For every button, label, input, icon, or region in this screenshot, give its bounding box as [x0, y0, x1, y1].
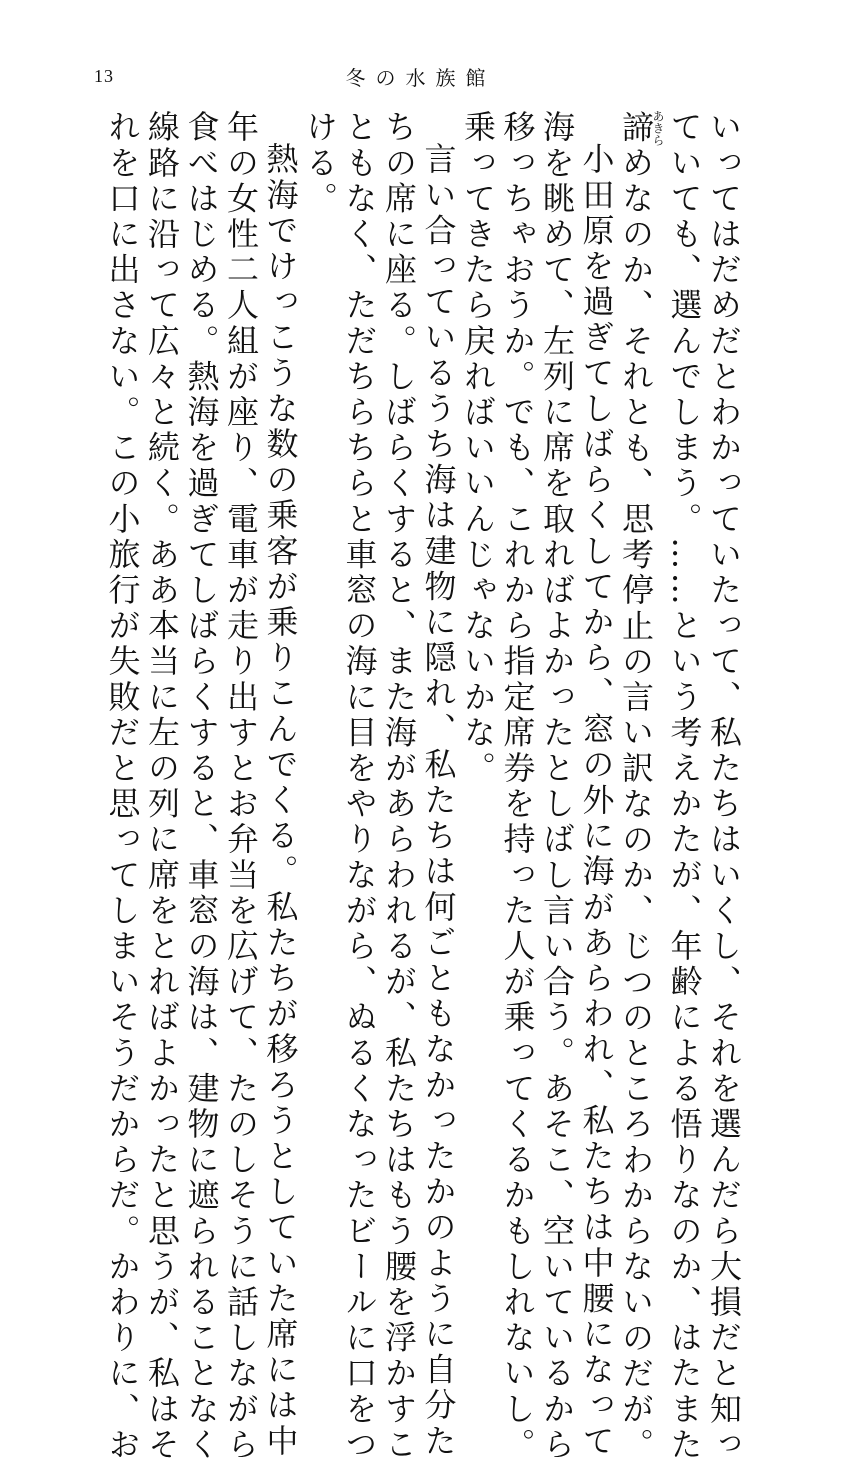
ruby-reading: あきら [651, 110, 665, 146]
text-line: れを口に出さない。この小旅行が失敗だと思ってしまいそうだからだ。かわりに、お [103, 110, 142, 1463]
text-line: 言い合っているうち海は建物に隠れ、私たちは何ごともなかったかのように自分た [419, 142, 458, 1460]
text-line: 乗ってきたら戻ればいいんじゃないかな。 [459, 110, 497, 787]
text-line: ける。 [301, 110, 339, 217]
text-line: ていても、選んでしまう。……という考えかたが、年齢による悟りなのか、はたまた [665, 110, 704, 1463]
text-line-rest: めなのか、それとも、思考停止の言い訳なのか、じつのところわからないのだが。 [617, 145, 655, 1463]
page-number: 13 [94, 66, 114, 86]
text-line: 移っちゃおうか。でも、これから指定席券を持った人が乗ってくるかもしれないし。 [498, 110, 537, 1463]
text-line: 海を眺めて、左列に席を取ればよかったとしばし言い合う。あそこ、空いているから [538, 110, 576, 1463]
text-line: 年の女性二人組が座り、電車が走り出すとお弁当を広げて、たのしそうに話しながら [222, 110, 260, 1463]
text-line [616, 110, 665, 1463]
text-line: 熱海でけっこうな数の乗客が乗りこんでくる。私たちが移ろうとしていた席には中 [261, 142, 300, 1460]
ruby-word [617, 110, 665, 146]
text-line: いってはだめだとわかっていたって、私たちはいくし、それを選んだら大損だと知っ [705, 110, 743, 1463]
body-text [102, 110, 743, 1463]
running-title: 冬の水族館 [345, 66, 496, 90]
text-line: ともなく、ただちらちらと車窓の海に目をやりながら、ぬるくなったビールに口をつ [340, 110, 379, 1463]
text-line: 小田原を過ぎてしばらくしてから、窓の外に海があらわれ、私たちは中腰になって [577, 142, 616, 1460]
text-line: ちの席に座る。しばらくすると、また海があらわれるが、私たちはもう腰を浮かすこ [380, 110, 418, 1463]
text-line: 線路に沿って広々と続く。ああ本当に左の列に席をとればよかったと思うが、私はそ [143, 110, 181, 1463]
ruby-base: 諦 [617, 110, 655, 146]
text-line: 食べはじめる。熱海を過ぎてしばらくすると、車窓の海は、建物に遮られることなく [182, 110, 221, 1463]
